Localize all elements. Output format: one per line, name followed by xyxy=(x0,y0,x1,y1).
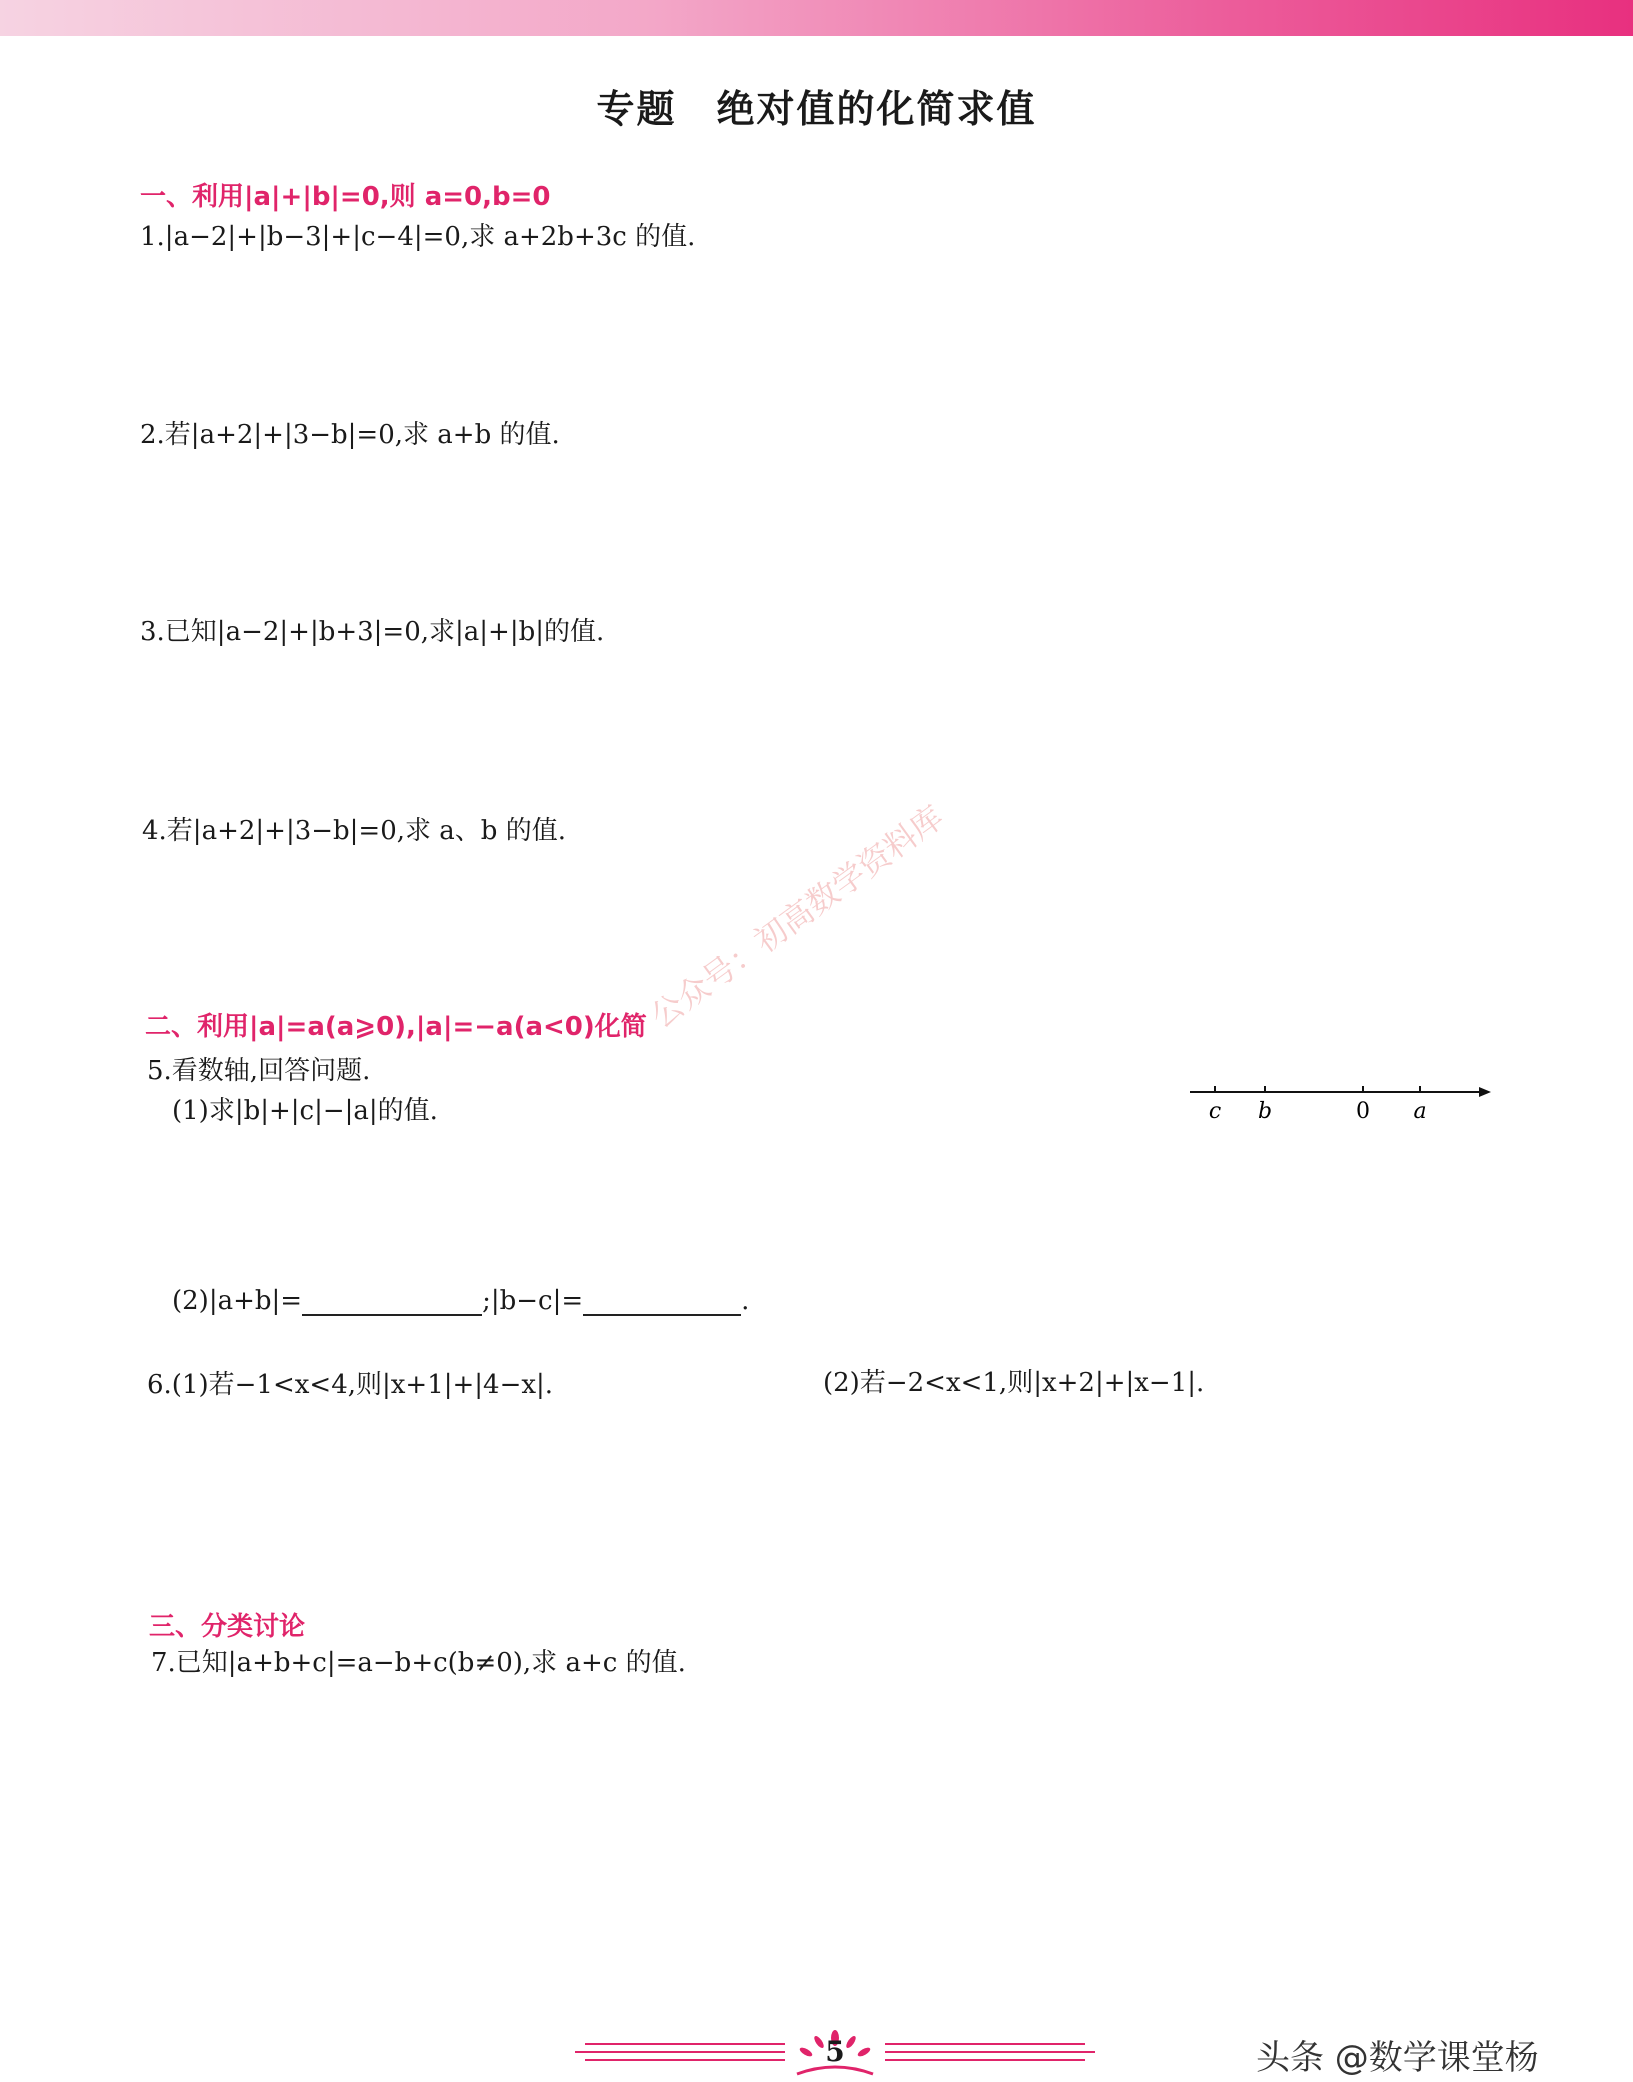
question-3: 3.已知|a−2|+|b+3|=0,求|a|+|b|的值. xyxy=(140,617,605,647)
section-heading-1: 一、利用|a|+|b|=0,则 a=0,b=0 xyxy=(140,182,551,212)
label-a: a xyxy=(1413,1099,1427,1124)
q5-2-middle: ;|b−c|= xyxy=(482,1286,584,1316)
page-title: 专题 绝对值的化简求值 xyxy=(596,86,1037,131)
section-heading-2: 二、利用|a|=a(a⩾0),|a|=−a(a<0)化简 xyxy=(145,1012,647,1042)
question-6-part-1: 6.(1)若−1<x<4,则|x+1|+|4−x|. xyxy=(147,1370,554,1400)
answer-blank-2[interactable] xyxy=(583,1284,741,1316)
number-line-diagram xyxy=(1185,1080,1495,1125)
answer-blank-1[interactable] xyxy=(302,1284,482,1316)
section-heading-3: 三、分类讨论 xyxy=(149,1612,306,1642)
question-5-part-2 xyxy=(172,1284,749,1316)
question-5: 5.看数轴,回答问题. xyxy=(147,1056,371,1086)
top-color-band xyxy=(0,0,1633,36)
question-5-part-1: (1)求|b|+|c|−|a|的值. xyxy=(172,1096,438,1126)
book-icon xyxy=(797,2067,873,2074)
q5-2-prefix: (2)|a+b|= xyxy=(172,1286,303,1316)
author-credit: 头条 @数学课堂杨 xyxy=(1256,2038,1539,2078)
label-0: 0 xyxy=(1356,1099,1370,1124)
question-4: 4.若|a+2|+|3−b|=0,求 a、b 的值. xyxy=(142,816,566,846)
watermark-text: 公众号：初高数学资料库 xyxy=(643,797,951,1036)
label-b: b xyxy=(1257,1099,1273,1124)
question-7: 7.已知|a+b+c|=a−b+c(b≠0),求 a+c 的值. xyxy=(151,1648,686,1678)
question-2: 2.若|a+2|+|3−b|=0,求 a+b 的值. xyxy=(140,420,560,450)
question-6-part-2: (2)若−2<x<1,则|x+2|+|x−1|. xyxy=(823,1368,1205,1398)
page-number: 5 xyxy=(825,2035,845,2068)
number-line-arrow-icon xyxy=(1479,1087,1491,1097)
label-c: c xyxy=(1208,1099,1222,1124)
q5-2-suffix: . xyxy=(741,1286,750,1316)
question-1: 1.|a−2|+|b−3|+|c−4|=0,求 a+2b+3c 的值. xyxy=(140,222,696,252)
